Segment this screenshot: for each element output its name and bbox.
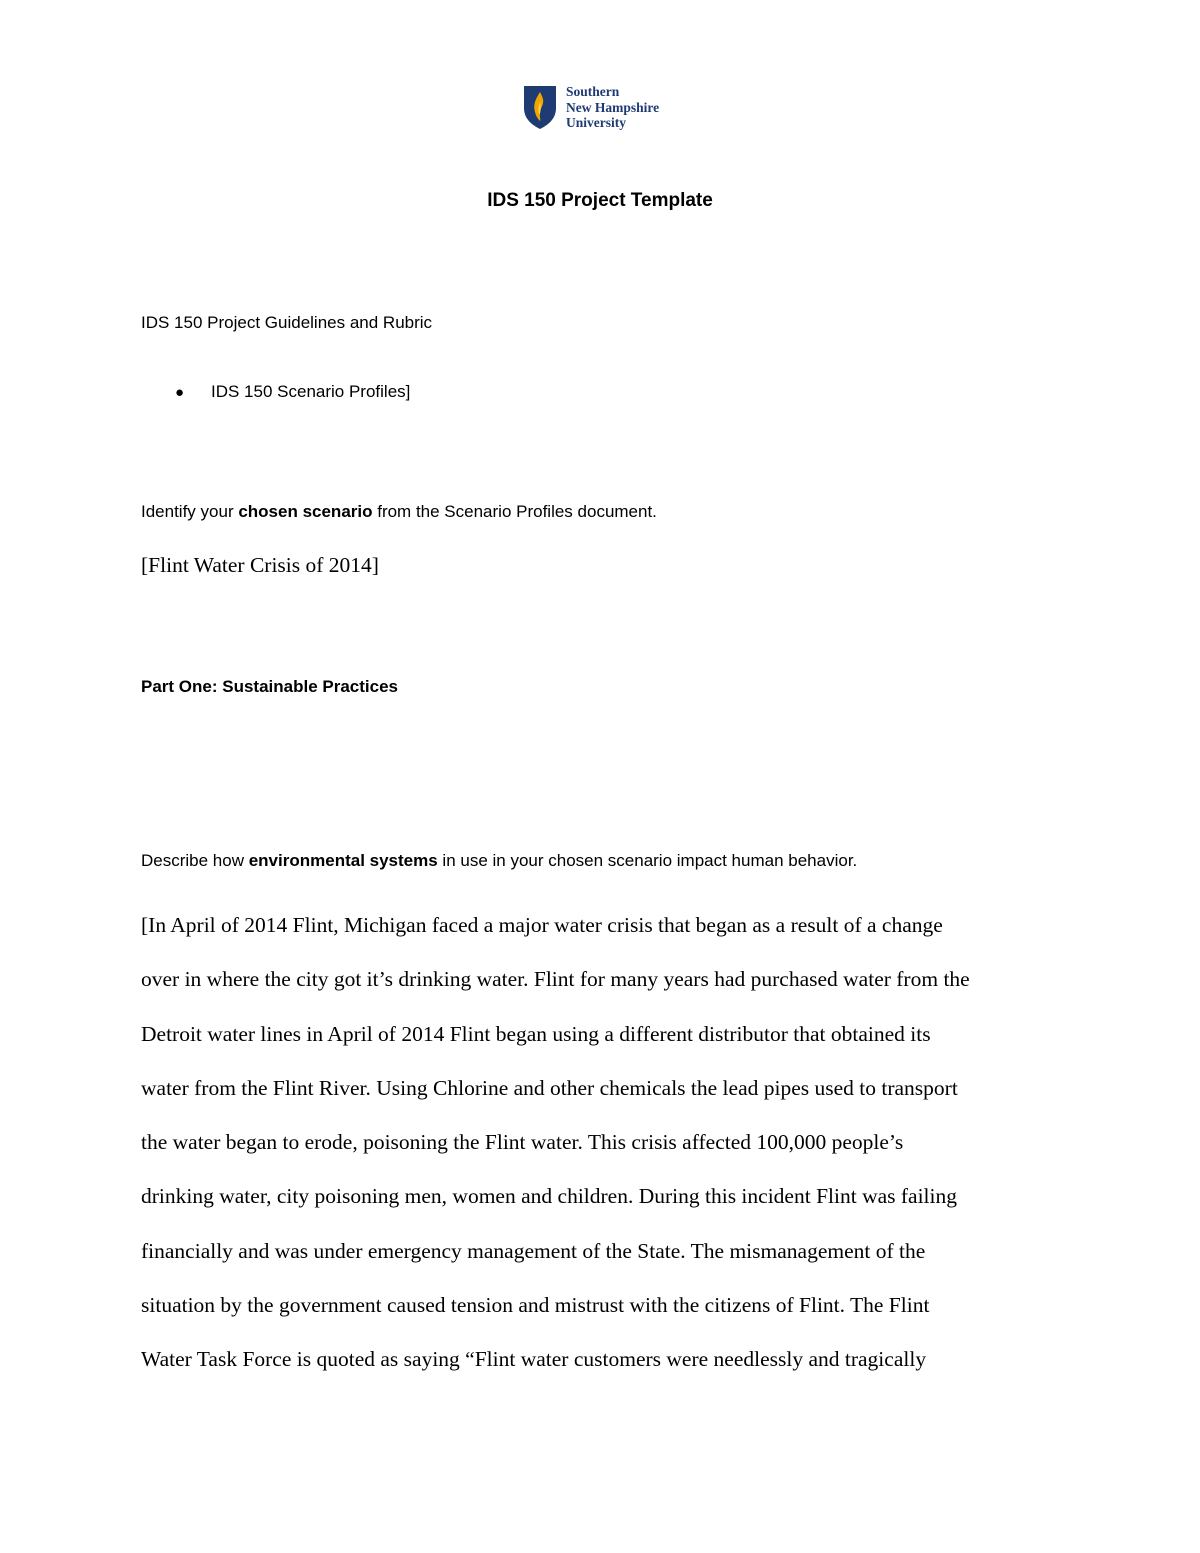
paragraph-line: drinking water, city poisoning men, women and children. During this incident Flint was failing bbox=[141, 1184, 958, 1209]
paragraph-line: the water began to erode, poisoning the Flint water. This crisis affected 100,000 people’s bbox=[141, 1130, 904, 1155]
paragraph-line: over in where the city got it’s drinking water. Flint for many years had purchased water from the bbox=[141, 967, 970, 992]
prompt1-bold: chosen scenario bbox=[238, 502, 373, 521]
paragraph-line: Water Task Force is quoted as saying “Flint water customers were needlessly and tragically bbox=[141, 1347, 927, 1372]
paragraph-line: financially and was under emergency management of the State. The mismanagement of the bbox=[141, 1238, 926, 1263]
university-logo bbox=[522, 84, 659, 131]
prompt-chosen-scenario bbox=[141, 502, 657, 522]
paragraph-line: [In April of 2014 Flint, Michigan faced a major water crisis that began as a result of a change bbox=[141, 913, 943, 937]
prompt1-after: from the Scenario Profiles document. bbox=[372, 502, 657, 521]
paragraph-line: situation by the government caused tension and mistrust with the citizens of Flint. The Flint bbox=[141, 1293, 930, 1318]
prompt-environmental-systems bbox=[141, 851, 857, 871]
scenario-profiles-link[interactable]: IDS 150 Scenario Profiles] bbox=[211, 382, 411, 401]
shield-flame-icon bbox=[522, 84, 558, 130]
logo-line-2: New Hampshire bbox=[566, 99, 660, 115]
prompt2-after: in use in your chosen scenario impact human behavior. bbox=[437, 851, 858, 870]
chosen-scenario-answer: [Flint Water Crisis of 2014] bbox=[141, 553, 379, 577]
part-one-heading: Part One: Sustainable Practices bbox=[141, 677, 398, 696]
bullet-icon: ● bbox=[175, 384, 185, 401]
logo-wordmark bbox=[566, 84, 659, 131]
prompt1-before: Identify your bbox=[141, 502, 239, 521]
response-paragraph bbox=[141, 898, 1071, 1387]
prompt2-bold: environmental systems bbox=[248, 851, 438, 870]
paragraph-line: water from the Flint River. Using Chlorine and other chemicals the lead pipes used to transport bbox=[141, 1075, 958, 1100]
logo-line-1: Southern bbox=[566, 84, 620, 99]
prompt2-before: Describe how bbox=[141, 851, 249, 870]
logo-line-3: University bbox=[566, 115, 626, 130]
paragraph-line: Detroit water lines in April of 2014 Flint began using a different distributor that obtained its bbox=[141, 1021, 931, 1046]
bullet-list-item bbox=[175, 382, 410, 402]
guidelines-link[interactable]: IDS 150 Project Guidelines and Rubric bbox=[141, 313, 433, 332]
document-title: IDS 150 Project Template bbox=[487, 190, 713, 211]
